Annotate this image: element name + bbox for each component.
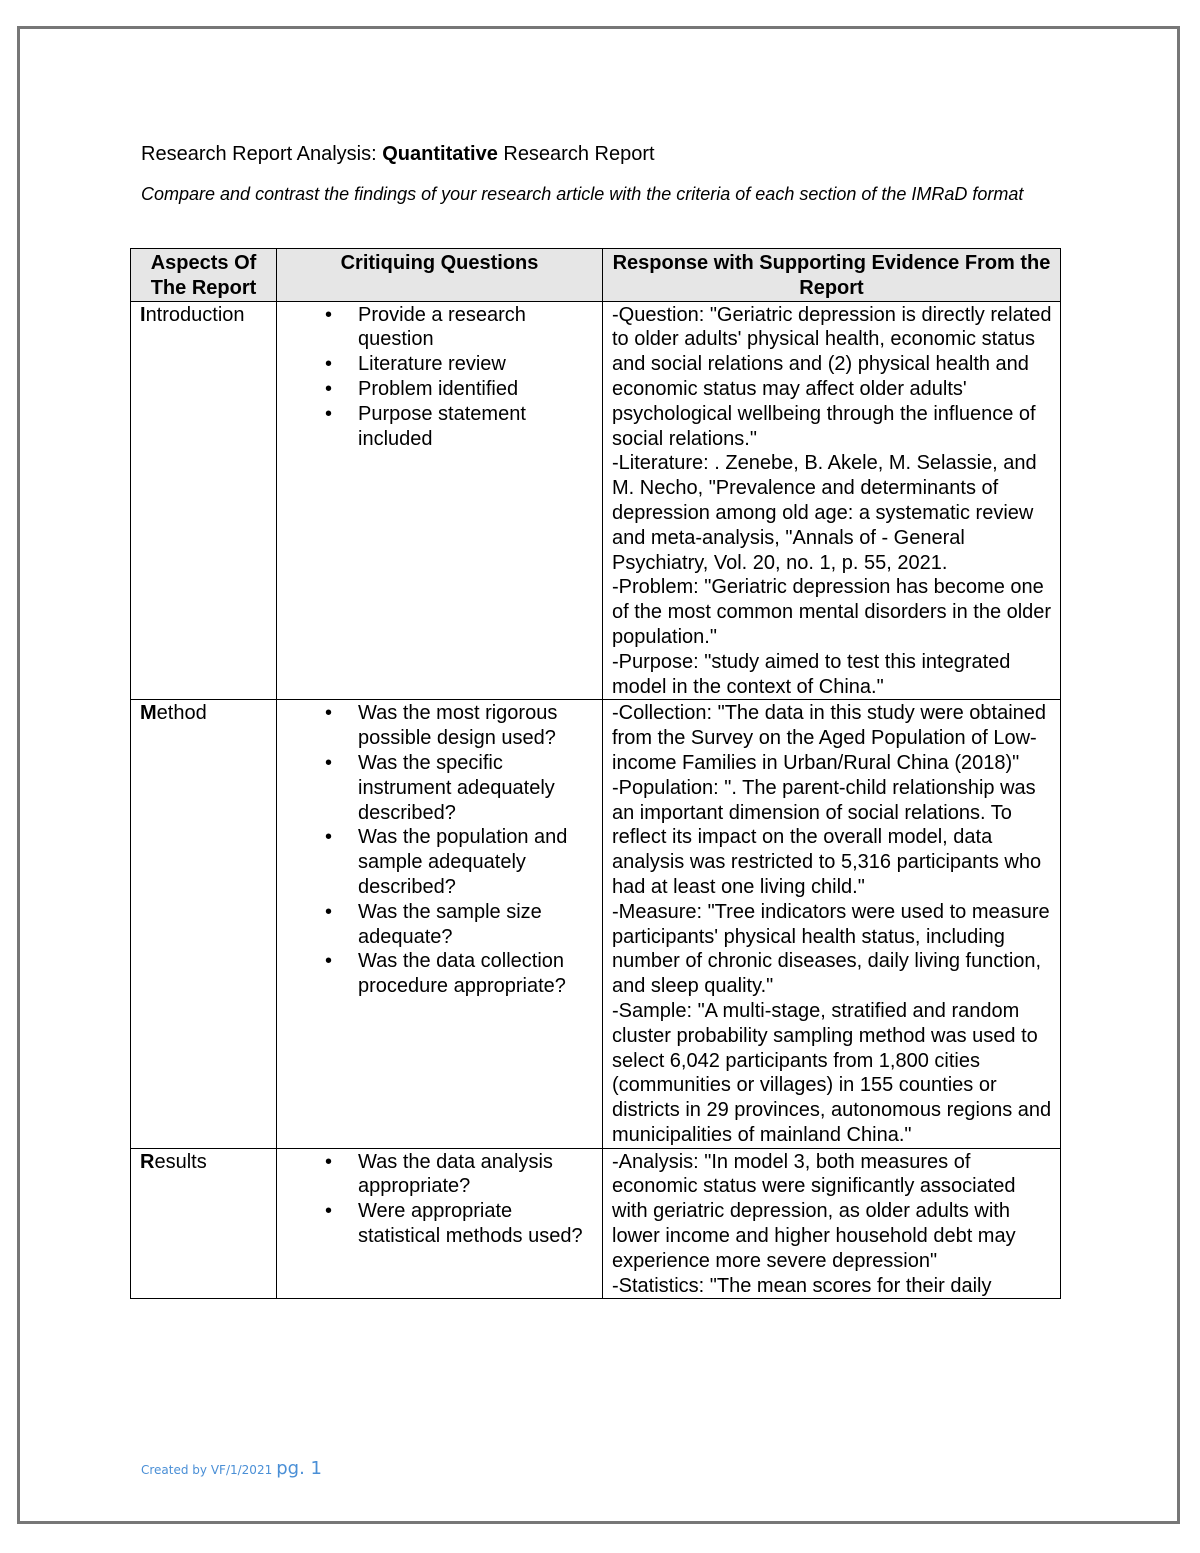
question-item: • Was the specific instrument adequately described? bbox=[358, 751, 596, 825]
response-statistics: -Statistics: "The mean scores for their daily bbox=[612, 1274, 992, 1297]
header-aspects: Aspects Of The Report bbox=[131, 249, 277, 302]
response-problem: -Problem: "Geriatric depression has become one of the most common mental disorders in the older population." bbox=[612, 576, 1052, 648]
question-item: • Problem identified bbox=[358, 377, 596, 402]
table-row-method bbox=[131, 700, 1061, 1148]
question-item: • Was the most rigorous possible design used? bbox=[358, 701, 596, 751]
question-item: • Was the data analysis appropriate? bbox=[358, 1150, 596, 1200]
question-item: • Literature review bbox=[358, 352, 596, 377]
response-literature: -Literature: . Zenebe, B. Akele, M. Selassie, and M. Necho, "Prevalence and determinants of depression among old age: a systematic review and meta-analysis, "Annals of - General Psychiatry, Vol. 20, no. 1, p. 55, 2021. bbox=[612, 452, 1037, 574]
table-row-introduction bbox=[131, 301, 1061, 700]
footer-created-by: Created by VF/1/2021 bbox=[141, 1463, 273, 1477]
document-title bbox=[141, 140, 655, 168]
response-collection: -Collection: "The data in this study were obtained from the Survey on the Aged Population of Low-income Families in Urban/Rural China (2018)" bbox=[612, 702, 1047, 774]
question-item: • Were appropriate statistical methods used? bbox=[358, 1199, 596, 1249]
aspect-cell bbox=[131, 301, 277, 700]
aspect-cell bbox=[131, 1148, 277, 1299]
aspect-initial: I bbox=[140, 303, 146, 326]
aspect-rest: ntroduction bbox=[145, 303, 245, 326]
response-measure: -Measure: "Tree indicators were used to measure participants' physical health status, including number of chronic diseases, daily living function, and sleep quality." bbox=[612, 900, 1050, 998]
aspect-rest: ethod bbox=[156, 702, 207, 725]
questions-cell bbox=[277, 1148, 603, 1299]
header-critiquing-questions: Critiquing Questions bbox=[277, 249, 603, 302]
question-list bbox=[286, 303, 596, 452]
question-item: • Was the sample size adequate? bbox=[358, 900, 596, 950]
response-cell bbox=[603, 1148, 1061, 1299]
response-sample: -Sample: "A multi-stage, stratified and random cluster probability sampling method was used to select 6,042 participants from 1,800 cities (communities or villages) in 155 counties or districts in 29 provinces, autonomous regions and municipalities of mainland China." bbox=[612, 999, 1052, 1146]
question-item: • Was the data collection procedure appropriate? bbox=[358, 949, 596, 999]
footer-page-number: pg. 1 bbox=[276, 1458, 322, 1479]
response-cell bbox=[603, 700, 1061, 1148]
response-cell bbox=[603, 301, 1061, 700]
table-row-results bbox=[131, 1148, 1061, 1299]
question-list bbox=[286, 701, 596, 999]
question-item: • Was the population and sample adequately described? bbox=[358, 825, 596, 899]
aspect-initial: R bbox=[140, 1150, 155, 1173]
title-bold: Quantitative bbox=[382, 143, 498, 165]
table-header-row bbox=[131, 249, 1061, 302]
aspect-initial: M bbox=[140, 702, 157, 725]
response-population: -Population: ". The parent-child relationship was an important dimension of social relations. To reflect its impact on the overall model, data analysis was restricted to 5,316 participants who had at least one living child." bbox=[612, 776, 1042, 898]
questions-cell bbox=[277, 700, 603, 1148]
aspect-cell bbox=[131, 700, 277, 1148]
imrad-analysis-table bbox=[130, 248, 1061, 1299]
response-purpose: -Purpose: "study aimed to test this integrated model in the context of China." bbox=[612, 650, 1011, 698]
aspect-rest: esults bbox=[154, 1150, 207, 1173]
response-question: -Question: "Geriatric depression is directly related to older adults' physical health, economic status and social relations and (2) physical health and economic status may affect older adults' psychological wellbeing through the influence of social relations." bbox=[612, 303, 1052, 450]
instructions: Compare and contrast the findings of your research article with the criteria of each section of the IMRaD format bbox=[141, 184, 1024, 204]
response-analysis: -Analysis: "In model 3, both measures of economic status were significantly associated with geriatric depression, as older adults with lower income and higher household debt may experience more severe depression" bbox=[612, 1150, 1016, 1272]
title-suffix: Research Report bbox=[497, 143, 655, 165]
question-item: • Provide a research question bbox=[358, 303, 596, 353]
questions-cell bbox=[277, 301, 603, 700]
header-response: Response with Supporting Evidence From the Report bbox=[603, 249, 1061, 302]
question-list bbox=[286, 1150, 596, 1249]
question-item: • Purpose statement included bbox=[358, 402, 596, 452]
title-prefix: Research Report Analysis: bbox=[141, 143, 383, 165]
page-footer bbox=[141, 1458, 322, 1479]
